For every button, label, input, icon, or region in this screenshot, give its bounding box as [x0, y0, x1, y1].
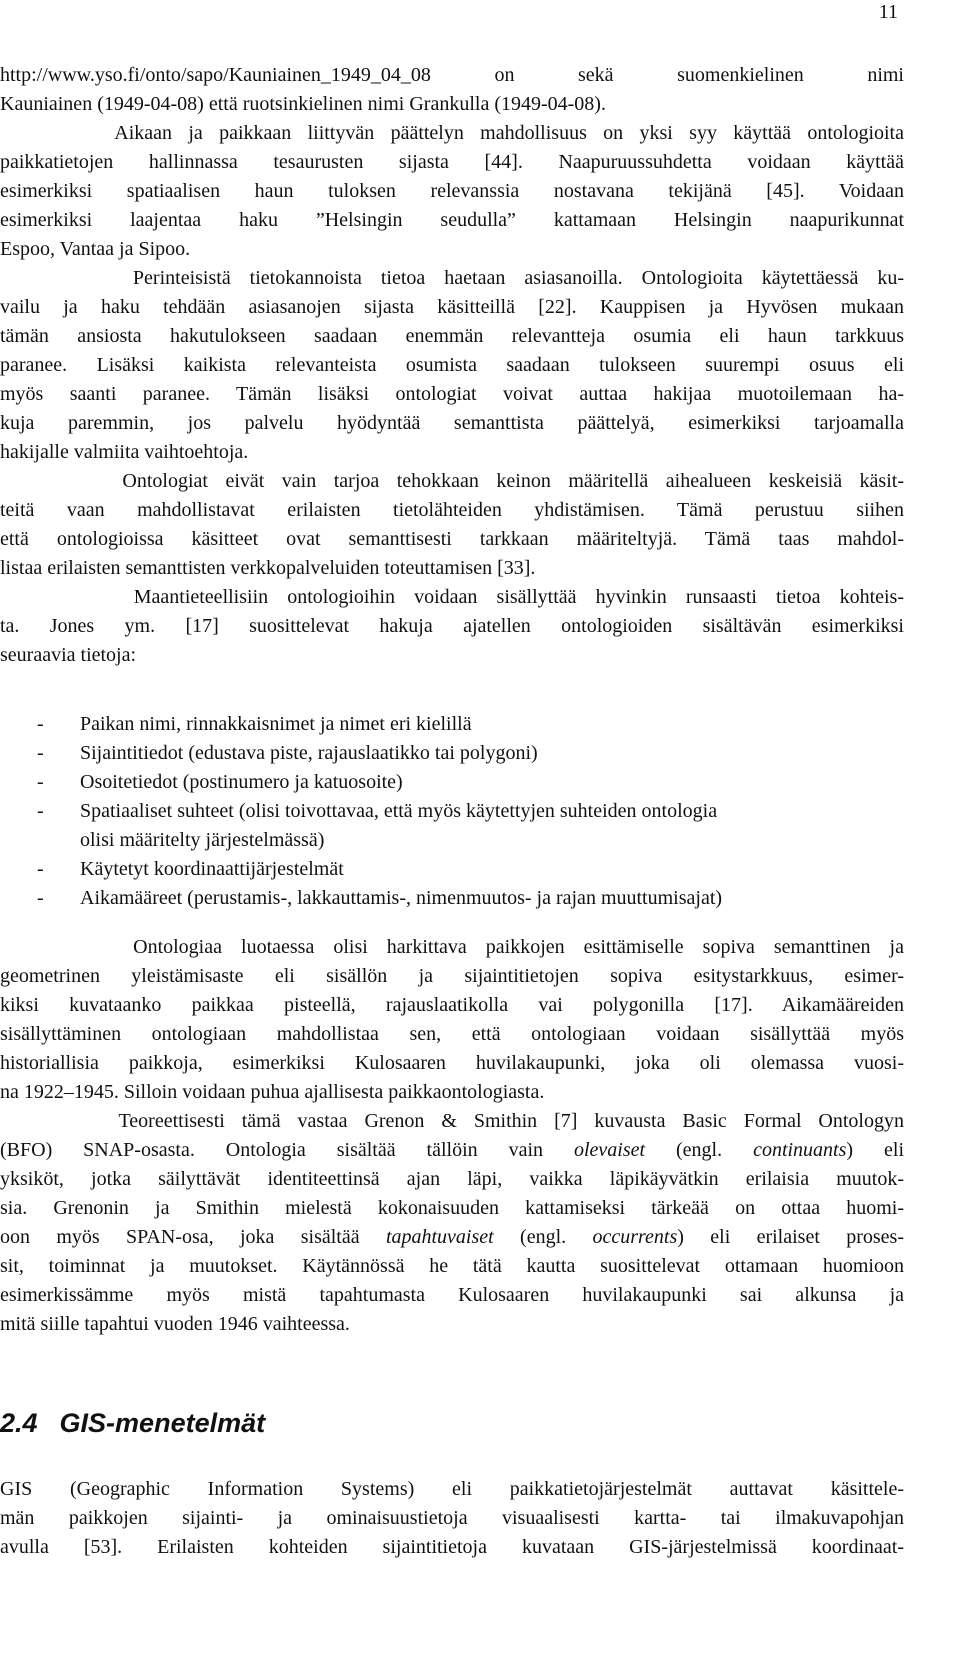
text-line: teitä vaan mahdollistavat erilaisten tietolähteiden yhdistämisen. Tämä perustuu siihen [0, 499, 904, 521]
list-dash: - [37, 800, 44, 822]
text-line: tämän ansiosta hakutulokseen saadaan enemmän relevantteja osumia eli haun tarkkuus [0, 325, 904, 347]
text-line: Ontologiaa luotaessa olisi harkittava paikkojen esittämiselle sopiva semanttinen ja [0, 936, 904, 958]
text-line: listaa erilaisten semanttisten verkkopalveluiden toteuttamisen [33]. [0, 557, 536, 579]
text-line: GIS (Geographic Information Systems) eli paikkatietojärjestelmät auttavat käsittele- [0, 1478, 904, 1500]
list-item [0, 798, 904, 826]
text-line: avulla [53]. Erilaisten kohteiden sijaintitietoja kuvataan GIS-järjestelmissä koordinaat- [0, 1536, 904, 1558]
text-line: sisällyttäminen ontologiaan mahdollistaa sen, että ontologiaan voidaan sisällyttää myös [0, 1023, 904, 1045]
text-line: ta. Jones ym. [17] suosittelevat hakuja ajatellen ontologioiden sisältävän esimerkiksi [0, 615, 904, 637]
text-line: sia. Grenonin ja Smithin mielestä kokonaisuuden kattamiseksi tärkeää on ottaa huomi- [0, 1197, 904, 1219]
page-number: 11 [878, 1, 898, 23]
section-title: GIS-menetelmät [59, 1408, 266, 1438]
list-item [0, 769, 904, 797]
list-item [0, 740, 904, 768]
list-dash: - [37, 742, 44, 764]
text-line: Kauniainen (1949-04-08) että ruotsinkielinen nimi Grankulla (1949-04-08). [0, 93, 606, 115]
text-line: Aikaan ja paikkaan liittyvän päättelyn mahdollisuus on yksi syy käyttää ontologioita [0, 122, 904, 144]
list-item [0, 856, 904, 884]
section-number: 2.4 [0, 1408, 38, 1438]
list-item [0, 827, 904, 855]
list-item-text: Sijaintitiedot (edustava piste, rajauslaatikko tai polygoni) [80, 742, 538, 764]
text-line: esimerkiksi laajentaa haku ”Helsingin seudulla” kattamaan Helsingin naapurikunnat [0, 209, 904, 231]
text-line: Teoreettisesti tämä vastaa Grenon & Smithin [7] kuvausta Basic Formal Ontologyn [0, 1110, 904, 1132]
text-line: esimerkissämme myös mistä tapahtumasta Kulosaaren huvilakaupunki sai alkunsa ja [0, 1284, 904, 1306]
list-dash: - [37, 887, 44, 909]
text-line: http://www.yso.fi/onto/sapo/Kauniainen_1949_04_08 on sekä suomenkielinen nimi [0, 64, 904, 86]
text-line: Ontologiat eivät vain tarjoa tehokkaan keinon määritellä aihealueen keskeisiä käsit- [0, 470, 904, 492]
text-line: kuja paremmin, jos palvelu hyödyntää semanttista päättelyä, esimerkiksi tarjoamalla [0, 412, 904, 434]
text-line: yksiköt, jotka säilyttävät identiteettinsä ajan läpi, vaikka läpikäyvätkin erilaisia muutok- [0, 1168, 904, 1190]
list-dash: - [37, 713, 44, 735]
text-line: että ontologioissa käsitteet ovat semanttisesti tarkkaan määriteltyjä. Tämä taas mahdol- [0, 528, 904, 550]
text-line: esimerkiksi spatiaalisen haun tuloksen relevanssia nostavana tekijänä [45]. Voidaan [0, 180, 904, 202]
text-line: historiallisia paikkoja, esimerkiksi Kulosaaren huvilakaupunki, joka oli olemassa vuosi- [0, 1052, 904, 1074]
list-item-text: Spatiaaliset suhteet (olisi toivottavaa, että myös käytettyjen suhteiden ontologia [80, 800, 718, 822]
text-line: Maantieteellisiin ontologioihin voidaan sisällyttää hyvinkin runsaasti tietoa kohteis- [0, 586, 904, 608]
text-line: paranee. Lisäksi kaikista relevanteista osumista saadaan tulokseen suurempi osuus eli [0, 354, 904, 376]
list-dash: - [37, 858, 44, 880]
list-item-text: Osoitetiedot (postinumero ja katuosoite) [80, 771, 403, 793]
text-line: geometrinen yleistämisaste eli sisällön ja sijaintitietojen sopiva esitystarkkuus, esimer- [0, 965, 904, 987]
text-line: mitä siille tapahtui vuoden 1946 vaihteessa. [0, 1313, 350, 1335]
section-heading [0, 1407, 265, 1439]
text-line: (BFO) SNAP-osasta. Ontologia sisältää tällöin vain olevaiset (engl. continuants) eli [0, 1139, 905, 1161]
list-item-text: Aikamääreet (perustamis-, lakkauttamis-, nimenmuutos- ja rajan muuttumisajat) [80, 887, 723, 909]
list-item-text: olisi määritelty järjestelmässä) [80, 829, 325, 851]
list-item-text: Paikan nimi, rinnakkaisnimet ja nimet eri kielillä [80, 713, 472, 735]
text-line: myös saanti paranee. Tämän lisäksi ontologiat voivat auttaa hakijaa muotoilemaan ha- [0, 383, 904, 405]
text-line: seuraavia tietoja: [0, 644, 137, 666]
text-line: paikkatietojen hallinnassa tesaurusten sijasta [44]. Naapuruussuhdetta voidaan käyttää [0, 151, 904, 173]
text-line: Espoo, Vantaa ja Sipoo. [0, 238, 191, 260]
text-line: oon myös SPAN-osa, joka sisältää tapahtuvaiset (engl. occurrents) eli erilaiset proses- [0, 1226, 904, 1248]
text-line: hakijalle valmiita vaihtoehtoja. [0, 441, 249, 463]
text-line: Perinteisistä tietokannoista tietoa haetaan asiasanoilla. Ontologioita käytettäessä ku- [0, 267, 904, 289]
list-dash: - [37, 771, 44, 793]
text-line: na 1922–1945. Silloin voidaan puhua ajallisesta paikkaontologiasta. [0, 1081, 545, 1103]
list-item [0, 885, 904, 913]
list-item-text: Käytetyt koordinaattijärjestelmät [80, 858, 344, 880]
text-line: män paikkojen sijainti- ja ominaisuustietoja visuaalisesti kartta- tai ilmakuvapohjan [0, 1507, 904, 1529]
text-line: sit, toiminnat ja muutokset. Käytännössä he tätä kautta suosittelevat ottamaan huomioon [0, 1255, 904, 1277]
text-line: vailu ja haku tehdään asiasanojen sijasta käsitteillä [22]. Kauppisen ja Hyvösen mukaan [0, 296, 904, 318]
list-item [0, 711, 904, 739]
text-line: kiksi kuvataanko paikkaa pisteellä, rajauslaatikolla vai polygonilla [17]. Aikamääreiden [0, 994, 904, 1016]
